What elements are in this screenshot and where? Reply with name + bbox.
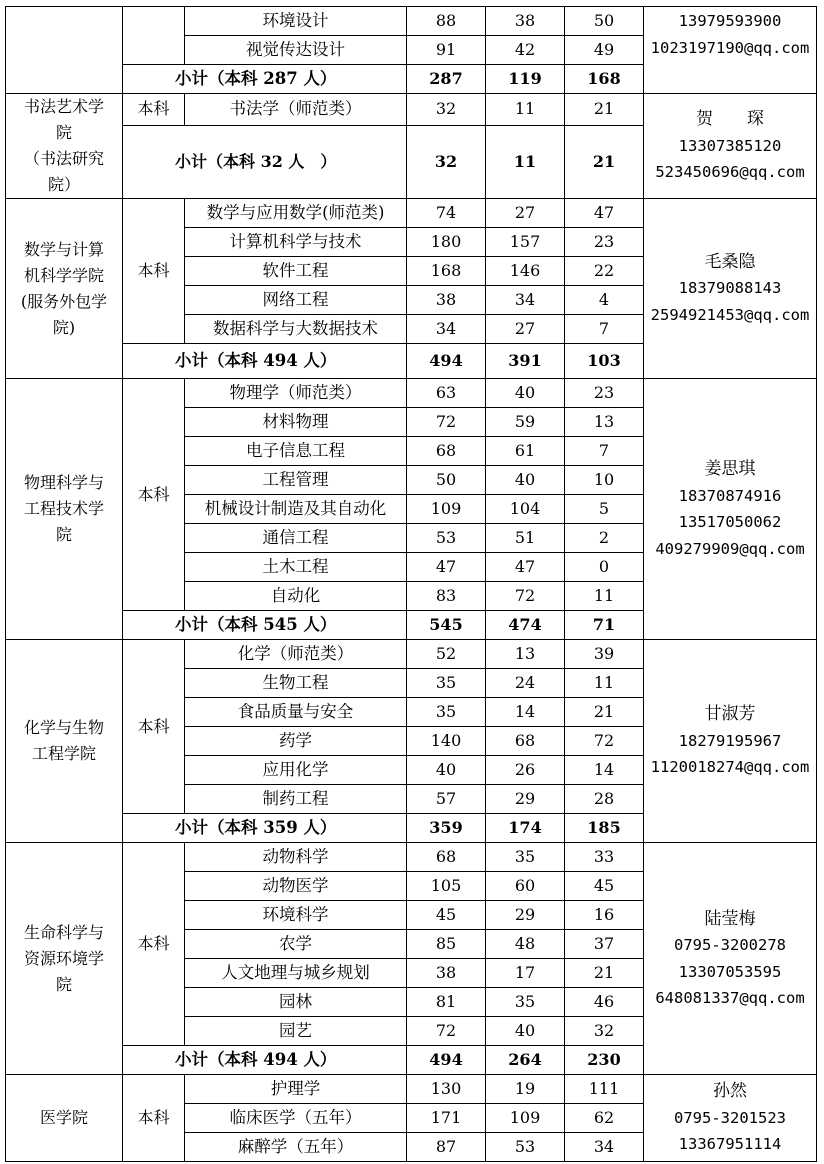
major-name: 自动化 [185, 582, 407, 611]
major-name: 软件工程 [185, 257, 407, 286]
major-name: 人文地理与城乡规划 [185, 959, 407, 988]
contact-line: 13307385120 [678, 136, 782, 155]
level-label: 本科 [123, 640, 185, 814]
major-name: 应用化学 [185, 756, 407, 785]
contact-line: 523450696@qq.com [655, 163, 805, 182]
enroll-count: 85 [407, 930, 486, 959]
contact-line: 1120018274@qq.com [650, 758, 810, 777]
enroll-count: 168 [407, 257, 486, 286]
count-b: 72 [565, 727, 644, 756]
enroll-count: 109 [407, 495, 486, 524]
enroll-count: 171 [407, 1104, 486, 1133]
count-a: 29 [486, 785, 565, 814]
major-name: 数据科学与大数据技术 [185, 315, 407, 344]
major-name: 机械设计制造及其自动化 [185, 495, 407, 524]
count-a: 104 [486, 495, 565, 524]
count-b: 46 [565, 988, 644, 1017]
subtotal-b: 21 [565, 125, 644, 198]
subtotal-enroll: 287 [407, 65, 486, 94]
count-b: 45 [565, 872, 644, 901]
contact-cell [644, 640, 817, 843]
subtotal-enroll: 494 [407, 344, 486, 379]
count-b: 32 [565, 1017, 644, 1046]
subtotal-a: 119 [486, 65, 565, 94]
contact-line: 648081337@qq.com [655, 989, 805, 1007]
college-name: 化学与生物 工程学院 [6, 640, 123, 843]
table-row [6, 199, 817, 228]
enroll-count: 87 [407, 1133, 486, 1162]
contact-line: 13517050062 [678, 513, 782, 531]
major-name: 计算机科学与技术 [185, 228, 407, 257]
contact-cell [644, 94, 817, 199]
enroll-count: 50 [407, 466, 486, 495]
major-name: 园艺 [185, 1017, 407, 1046]
count-a: 27 [486, 315, 565, 344]
major-name: 生物工程 [185, 669, 407, 698]
contact-line: 409279909@qq.com [655, 539, 805, 558]
contact-line: 18370874916 [678, 486, 782, 505]
count-b: 10 [565, 466, 644, 495]
subtotal-enroll: 545 [407, 611, 486, 640]
enroll-count: 130 [407, 1075, 486, 1104]
contact-name: 陆莹梅 [704, 908, 756, 929]
count-b: 13 [565, 408, 644, 437]
major-name: 护理学 [185, 1075, 407, 1104]
subtotal-b: 103 [565, 344, 644, 379]
enroll-count: 35 [407, 698, 486, 727]
count-a: 146 [486, 257, 565, 286]
level-label: 本科 [123, 843, 185, 1046]
count-a: 11 [486, 94, 565, 126]
contact-cell [644, 379, 817, 640]
major-name: 视觉传达设计 [185, 36, 407, 65]
continuation-block [6, 7, 817, 94]
subtotal-a: 174 [486, 814, 565, 843]
enroll-count: 88 [407, 7, 486, 36]
count-b: 39 [565, 640, 644, 669]
enroll-count: 105 [407, 872, 486, 901]
count-a: 29 [486, 901, 565, 930]
college-block-math-cs [6, 199, 817, 379]
count-b: 28 [565, 785, 644, 814]
enroll-count: 63 [407, 379, 486, 408]
enroll-count: 38 [407, 959, 486, 988]
count-a: 13 [486, 640, 565, 669]
count-b: 21 [565, 959, 644, 988]
enrollment-table [5, 6, 817, 1162]
count-a: 24 [486, 669, 565, 698]
major-name: 工程管理 [185, 466, 407, 495]
enroll-count: 81 [407, 988, 486, 1017]
count-a: 40 [486, 466, 565, 495]
table-row [6, 1075, 817, 1104]
contact-line: 13307053595 [678, 962, 782, 981]
count-b: 62 [565, 1104, 644, 1133]
level-label: 本科 [123, 94, 185, 126]
contact-line: 18279195967 [678, 731, 782, 750]
count-a: 35 [486, 843, 565, 872]
contact-name: 甘淑芳 [704, 704, 756, 725]
level-label: 本科 [123, 1075, 185, 1162]
count-a: 17 [486, 959, 565, 988]
subtotal-a: 474 [486, 611, 565, 640]
college-cell-empty [6, 7, 123, 94]
count-a: 157 [486, 228, 565, 257]
count-a: 42 [486, 36, 565, 65]
enroll-count: 38 [407, 286, 486, 315]
enroll-count: 34 [407, 315, 486, 344]
major-name: 环境科学 [185, 901, 407, 930]
enroll-count: 47 [407, 553, 486, 582]
major-name: 动物科学 [185, 843, 407, 872]
count-a: 40 [486, 379, 565, 408]
contact-line: 13979593900 [678, 12, 782, 30]
contact-cell [644, 7, 817, 94]
subtotal-b: 185 [565, 814, 644, 843]
contact-name: 贺 琛 [696, 109, 764, 130]
table-row [6, 94, 817, 126]
college-name: 生命科学与 资源环境学 院 [6, 843, 123, 1075]
major-name: 环境设计 [185, 7, 407, 36]
count-a: 35 [486, 988, 565, 1017]
count-a: 48 [486, 930, 565, 959]
major-name: 物理学（师范类） [185, 379, 407, 408]
count-b: 34 [565, 1133, 644, 1162]
major-name: 麻醉学（五年） [185, 1133, 407, 1162]
count-b: 0 [565, 553, 644, 582]
count-a: 51 [486, 524, 565, 553]
level-cell-empty [123, 7, 185, 65]
college-block-chem-bio [6, 640, 817, 843]
subtotal-a: 264 [486, 1046, 565, 1075]
count-a: 26 [486, 756, 565, 785]
subtotal-label: 小计（本科 494 人） [123, 344, 407, 379]
contact-name: 孙然 [713, 1081, 747, 1102]
enroll-count: 52 [407, 640, 486, 669]
subtotal-a: 11 [486, 125, 565, 198]
contact-name: 姜思琪 [704, 459, 756, 479]
level-label: 本科 [123, 199, 185, 344]
table-row [6, 640, 817, 669]
count-b: 21 [565, 94, 644, 126]
major-name: 材料物理 [185, 408, 407, 437]
enroll-count: 35 [407, 669, 486, 698]
enroll-count: 68 [407, 843, 486, 872]
enroll-count: 180 [407, 228, 486, 257]
college-block-medicine [6, 1075, 817, 1162]
college-block-life-science [6, 843, 817, 1075]
count-a: 59 [486, 408, 565, 437]
table-row [6, 843, 817, 872]
college-name: 书法艺术学 院 （书法研究 院） [6, 94, 123, 199]
enroll-count: 68 [407, 437, 486, 466]
subtotal-b: 168 [565, 65, 644, 94]
count-a: 14 [486, 698, 565, 727]
major-name: 书法学（师范类） [185, 94, 407, 126]
college-name: 物理科学与 工程技术学 院 [6, 379, 123, 640]
count-b: 111 [565, 1075, 644, 1104]
count-a: 68 [486, 727, 565, 756]
count-b: 16 [565, 901, 644, 930]
table-row [6, 7, 817, 36]
subtotal-enroll: 32 [407, 125, 486, 198]
major-name: 动物医学 [185, 872, 407, 901]
count-b: 11 [565, 669, 644, 698]
major-name: 通信工程 [185, 524, 407, 553]
major-name: 食品质量与安全 [185, 698, 407, 727]
count-b: 22 [565, 257, 644, 286]
count-b: 4 [565, 286, 644, 315]
enroll-count: 40 [407, 756, 486, 785]
major-name: 园林 [185, 988, 407, 1017]
contact-line: 13367951114 [678, 1135, 782, 1154]
major-name: 电子信息工程 [185, 437, 407, 466]
table-row [6, 379, 817, 408]
enroll-count: 72 [407, 1017, 486, 1046]
subtotal-b: 230 [565, 1046, 644, 1075]
enroll-count: 32 [407, 94, 486, 126]
enroll-count: 74 [407, 199, 486, 228]
count-a: 53 [486, 1133, 565, 1162]
count-b: 21 [565, 698, 644, 727]
contact-line: 2594921453@qq.com [650, 305, 810, 324]
count-b: 23 [565, 379, 644, 408]
count-b: 11 [565, 582, 644, 611]
count-a: 72 [486, 582, 565, 611]
count-b: 37 [565, 930, 644, 959]
count-b: 33 [565, 843, 644, 872]
enroll-count: 72 [407, 408, 486, 437]
major-name: 数学与应用数学(师范类) [185, 199, 407, 228]
contact-line: 18379088143 [678, 279, 782, 298]
contact-name: 毛桑隐 [704, 251, 756, 272]
count-b: 23 [565, 228, 644, 257]
contact-line: 0795-3201523 [674, 1108, 786, 1127]
contact-cell [644, 199, 817, 379]
college-name: 医学院 [6, 1075, 123, 1162]
enroll-count: 45 [407, 901, 486, 930]
subtotal-label: 小计（本科 359 人） [123, 814, 407, 843]
subtotal-b: 71 [565, 611, 644, 640]
contact-line: 1023197190@qq.com [650, 38, 810, 57]
count-b: 2 [565, 524, 644, 553]
subtotal-label: 小计（本科 494 人） [123, 1046, 407, 1075]
enroll-count: 57 [407, 785, 486, 814]
count-b: 7 [565, 315, 644, 344]
major-name: 化学（师范类） [185, 640, 407, 669]
count-b: 49 [565, 36, 644, 65]
major-name: 制药工程 [185, 785, 407, 814]
enroll-count: 83 [407, 582, 486, 611]
count-b: 5 [565, 495, 644, 524]
enroll-count: 91 [407, 36, 486, 65]
count-a: 109 [486, 1104, 565, 1133]
college-name: 数学与计算 机科学学院 (服务外包学 院) [6, 199, 123, 379]
contact-cell [644, 1075, 817, 1162]
enroll-count: 140 [407, 727, 486, 756]
major-name: 临床医学（五年） [185, 1104, 407, 1133]
subtotal-enroll: 494 [407, 1046, 486, 1075]
level-label: 本科 [123, 379, 185, 611]
major-name: 网络工程 [185, 286, 407, 315]
subtotal-label: 小计（本科 545 人） [123, 611, 407, 640]
count-a: 61 [486, 437, 565, 466]
count-a: 40 [486, 1017, 565, 1046]
count-b: 50 [565, 7, 644, 36]
major-name: 药学 [185, 727, 407, 756]
subtotal-label: 小计（本科 287 人） [123, 65, 407, 94]
contact-line: 0795-3200278 [674, 936, 786, 954]
college-block-physics [6, 379, 817, 640]
subtotal-a: 391 [486, 344, 565, 379]
count-b: 47 [565, 199, 644, 228]
major-name: 土木工程 [185, 553, 407, 582]
college-block-calligraphy [6, 94, 817, 199]
contact-cell [644, 843, 817, 1075]
subtotal-enroll: 359 [407, 814, 486, 843]
count-a: 38 [486, 7, 565, 36]
count-b: 14 [565, 756, 644, 785]
major-name: 农学 [185, 930, 407, 959]
count-a: 27 [486, 199, 565, 228]
subtotal-label: 小计（本科 32 人 ） [123, 125, 407, 198]
count-a: 19 [486, 1075, 565, 1104]
count-a: 60 [486, 872, 565, 901]
count-b: 7 [565, 437, 644, 466]
count-a: 34 [486, 286, 565, 315]
enroll-count: 53 [407, 524, 486, 553]
count-a: 47 [486, 553, 565, 582]
